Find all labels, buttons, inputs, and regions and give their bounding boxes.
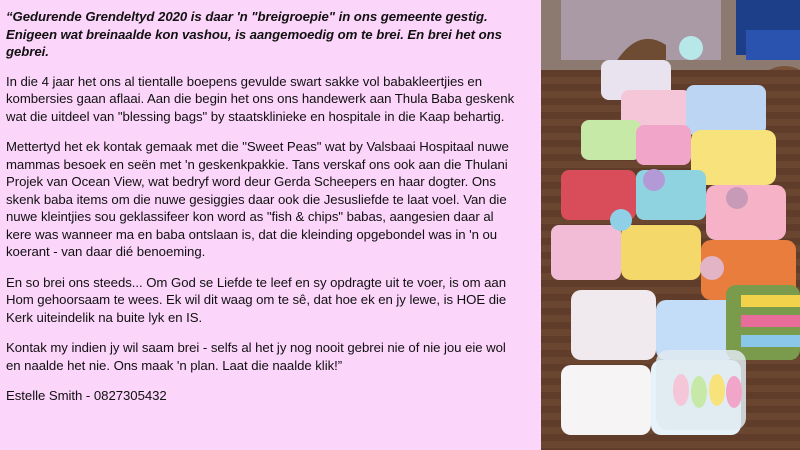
photo-illustration bbox=[541, 0, 800, 450]
paragraph-2: Mettertyd het ek kontak gemaak met die "Sweet Peas" wat by Valsbaai Hospitaal nuwe mammas besoek en seën met 'n geskenkpakkie. Tans verskaf ons ook aan die Thulani Projek van Ocean View, wat bedryf word deur Gerda Scheepers en haar dogter. Ons skenk baba items om die nuwe gesiggies daar ook die Jesusliefde te laat voel. Van die nuwe kleintjies sou geklassifeer kon word as "fish & chips" babas, aangesien daar al kere was wanneer ma en baba ontslaan is, dat die kleinding opgebondel was in 'n ou koerant - van daar dié benoeming. bbox=[6, 139, 509, 259]
contact-credit: Estelle Smith - 0827305432 bbox=[6, 388, 167, 403]
paragraph-1: In die 4 jaar het ons al tientalle boepens gevulde swart sakke vol babakleertjies en kombersies gaan aflaai. Aan die begin het ons ons handewerk aan Thula Baba geskenk wat die uitdeel van "blessing bags" by staatsklinieke en hospitale in die Kaap behartig. bbox=[6, 73, 515, 124]
paragraph-3: En so brei ons steeds... Om God se Liefde te leef en sy opdragte uit te voer, is om aan Hom gehoorsaam te wees. Ek wil dit waag om te sê, dat hoe ek en jy lewe, is HOE die Kerk uiteindelik na buite lyk en IS. bbox=[6, 274, 507, 325]
intro-quote: “Gedurende Grendeltyd 2020 is daar 'n "breigroepie" in ons gemeente gestig. Enigeen wat breinaalde kon vashou, is aangemoedig om te brei. En brei het ons gebrei. bbox=[6, 9, 502, 59]
paragraph-4: Kontak my indien jy wil saam brei - selfs al het jy nog nooit gebrei nie of nie jou eie wol en naalde het nie. Ons maak 'n plan. Laat die naalde klik!” bbox=[6, 340, 506, 373]
knitted-items-photo bbox=[541, 0, 800, 450]
